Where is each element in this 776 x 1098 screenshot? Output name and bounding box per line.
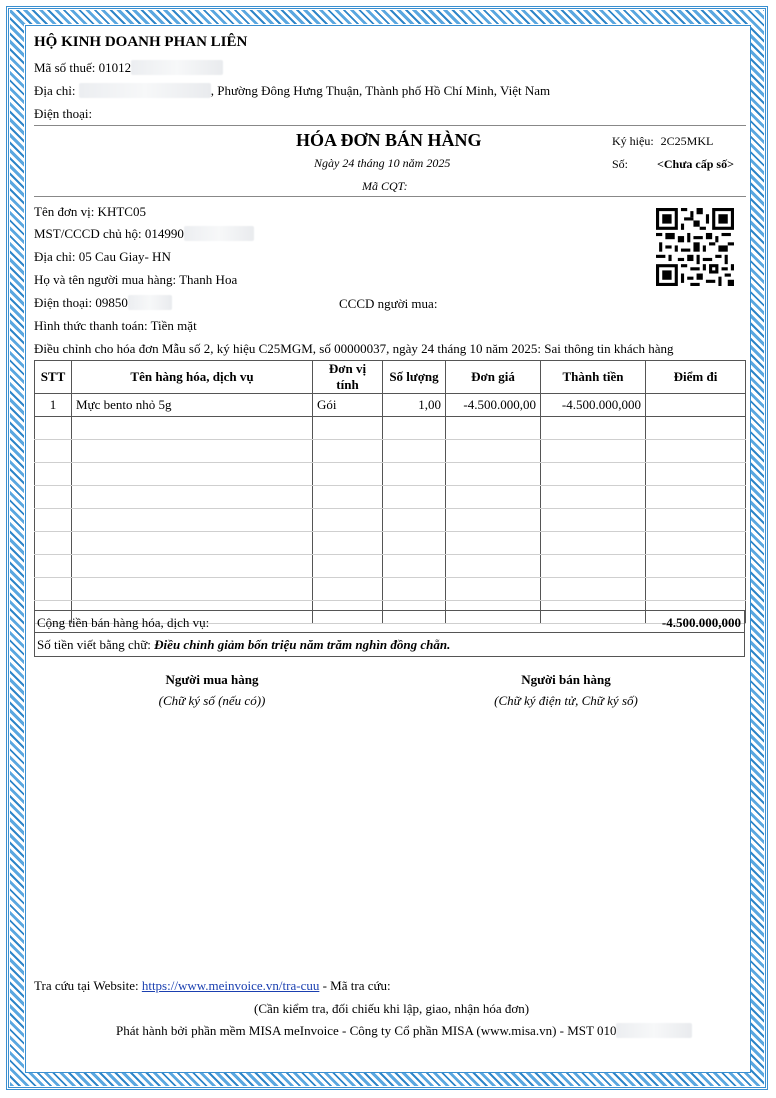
buyer-signature-note: (Chữ ký số (nếu có)): [158, 693, 266, 708]
invoice-cqt: Mã CQT:: [362, 179, 408, 193]
total-label: Cộng tiền bán hàng hóa, dịch vụ:: [37, 615, 210, 630]
cell-point: [646, 394, 746, 417]
invoice-symbol: [612, 134, 713, 149]
table-row-empty: [35, 417, 746, 440]
amount-in-words-label: Số tiền viết bằng chữ:: [37, 637, 151, 652]
qr-code-icon: [656, 208, 734, 286]
divider: [34, 125, 746, 126]
lookup-row: [34, 978, 391, 994]
cell-stt: 1: [35, 394, 72, 417]
buyer-signature: [134, 672, 290, 709]
seller-name: HỘ KINH DOANH PHAN LIÊN: [34, 34, 248, 50]
cell-amount: -4.500.000,000: [541, 394, 646, 417]
check-note: (Cần kiểm tra, đối chiếu khi lập, giao, nhận hóa đơn): [254, 1001, 530, 1016]
cell-name: Mực bento nhỏ 5g: [72, 394, 313, 417]
buyer-signature-title: Người mua hàng: [165, 672, 259, 687]
redacted-block: [128, 295, 172, 310]
lookup-link[interactable]: https://www.meinvoice.vn/tra-cuu: [141, 978, 320, 993]
lookup-suffix: - Mã tra cứu:: [322, 978, 391, 993]
adjustment-note: Điều chỉnh cho hóa đơn Mẫu số 2, ký hiệu C25MGM, số 00000037, ngày 24 tháng 10 năm 2025: Sai thông tin khách hàng: [34, 341, 674, 356]
invoice-symbol-value: 2C25MKL: [660, 134, 714, 148]
redacted-block: [79, 83, 211, 98]
lookup-prefix: Tra cứu tại Website:: [34, 978, 139, 993]
col-header-name: Tên hàng hóa, dịch vụ: [72, 361, 313, 394]
invoice-number-value: <Chưa cấp số>: [657, 157, 734, 171]
table-header-row: [35, 361, 746, 394]
seller-signature-title: Người bán hàng: [521, 672, 611, 687]
seller-tax-value: 01012: [98, 60, 132, 75]
invoice-date: Ngày 24 tháng 10 năm 2025: [314, 156, 451, 170]
table-row: [35, 394, 746, 417]
seller-tax-label: Mã số thuế:: [34, 60, 96, 75]
issuer-text: Phát hành bởi phần mềm MISA meInvoice - Công ty Cổ phần MISA (www.misa.vn) - MST 010: [116, 1023, 617, 1038]
buyer-phone: Điện thoại: 09850: [34, 295, 128, 310]
col-header-unit: Đơn vị tính: [313, 361, 383, 394]
col-header-point: Điểm đi: [646, 361, 746, 394]
col-header-amount: Thành tiền: [541, 361, 646, 394]
table-row-empty: [35, 532, 746, 555]
buyer-cccd: CCCD người mua:: [339, 296, 438, 311]
seller-signature: [474, 672, 658, 709]
table-row-empty: [35, 578, 746, 601]
invoice-title: HÓA ĐƠN BÁN HÀNG: [296, 130, 482, 150]
issuer-row: [116, 1023, 692, 1039]
buyer-name: Họ và tên người mua hàng: Thanh Hoa: [34, 272, 238, 287]
table-row-empty: [35, 440, 746, 463]
divider: [34, 196, 746, 197]
seller-phone: Điện thoại:: [34, 106, 93, 121]
table-row-empty: [35, 555, 746, 578]
buyer-mst-row: [34, 226, 254, 242]
seller-address-label: Địa chỉ:: [34, 83, 76, 98]
buyer-payment: Hình thức thanh toán: Tiền mặt: [34, 318, 197, 333]
invoice-number: [612, 157, 734, 172]
invoice-symbol-label: Ký hiệu:: [612, 134, 654, 148]
redacted-block: [616, 1023, 692, 1038]
col-header-price: Đơn giá: [446, 361, 541, 394]
cell-qty: 1,00: [383, 394, 446, 417]
col-header-stt: STT: [35, 361, 72, 394]
seller-signature-note: (Chữ ký điện tử, Chữ ký số): [494, 693, 638, 708]
amount-in-words-value: Điều chỉnh giảm bốn triệu năm trăm nghìn đồng chẵn.: [154, 637, 451, 652]
total-value: -4.500.000,000: [661, 615, 741, 630]
buyer-phone-row: [34, 295, 172, 311]
invoice-number-label: Số:: [612, 157, 629, 171]
seller-address-value: , Phường Đông Hưng Thuận, Thành phố Hồ Chí Minh, Việt Nam: [210, 83, 551, 98]
buyer-address: Địa chỉ: 05 Cau Giay- HN: [34, 249, 171, 264]
total-row: [34, 610, 745, 633]
cell-price: -4.500.000,00: [446, 394, 541, 417]
buyer-unit: Tên đơn vị: KHTC05: [34, 204, 146, 219]
seller-tax: [34, 60, 223, 76]
seller-address: [34, 83, 550, 99]
redacted-block: [131, 60, 223, 75]
table-row-empty: [35, 486, 746, 509]
redacted-block: [184, 226, 254, 241]
table-row-empty: [35, 463, 746, 486]
amount-in-words-row: [34, 633, 745, 657]
table-row-empty: [35, 509, 746, 532]
items-table: [34, 360, 746, 624]
cell-unit: Gói: [313, 394, 383, 417]
buyer-mst: MST/CCCD chủ hộ: 014990: [34, 226, 184, 241]
col-header-qty: Số lượng: [383, 361, 446, 394]
